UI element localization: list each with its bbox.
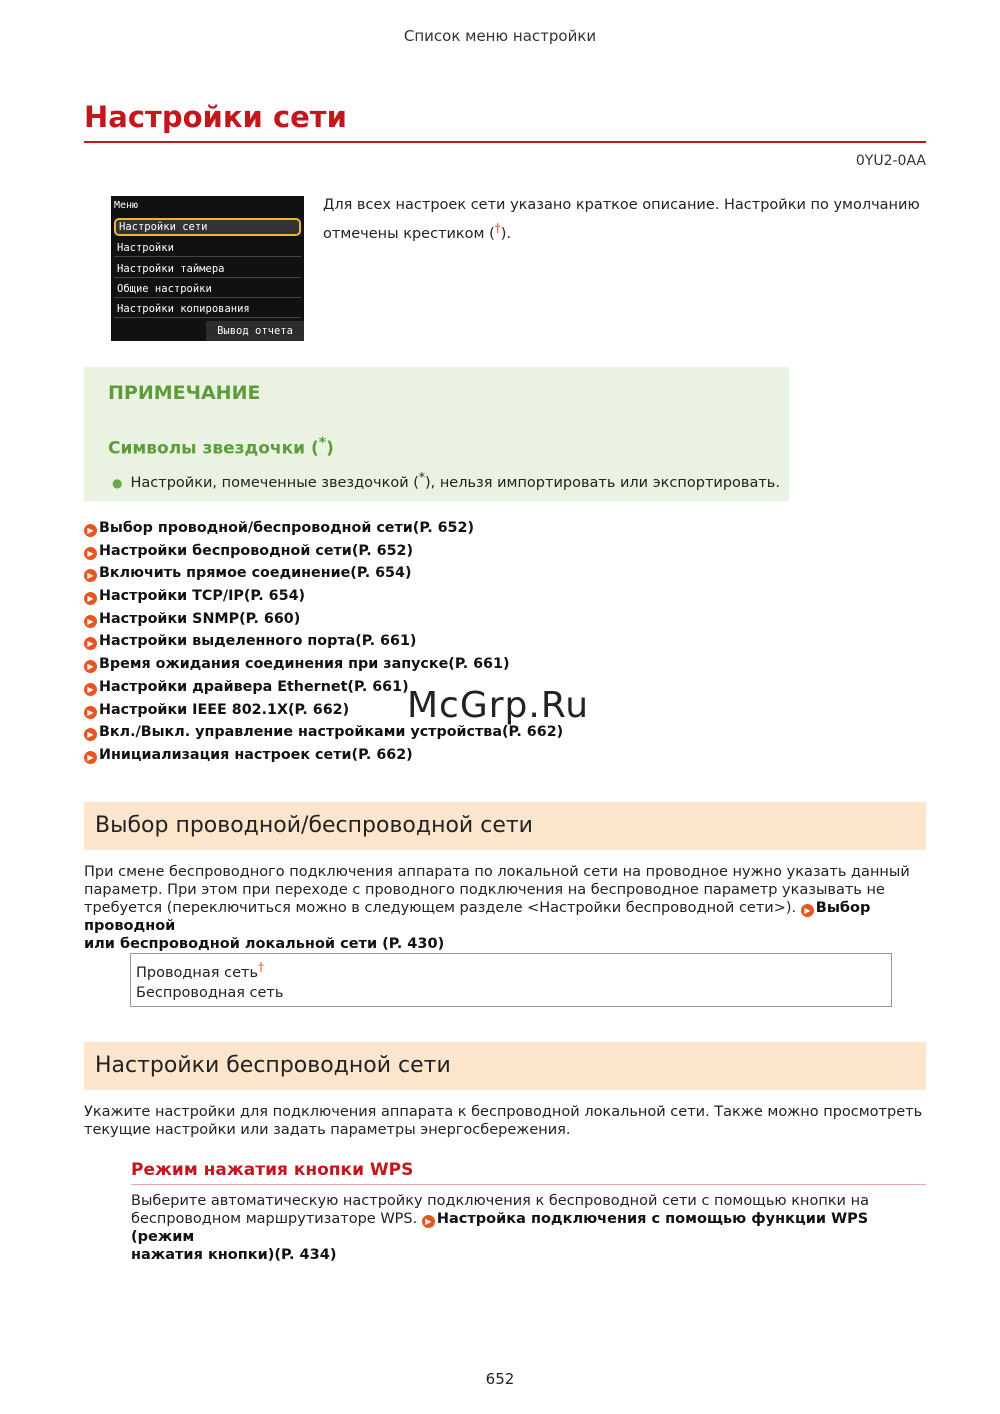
- link-direct-connection[interactable]: ▶ Включить прямое соединение(P. 654): [84, 565, 563, 588]
- link-ieee-8021x[interactable]: ▶ Настройки IEEE 802.1X(P. 662): [84, 702, 563, 725]
- arrow-right-icon: ▶: [84, 637, 97, 650]
- options-table: [130, 953, 892, 1007]
- lcd-menu-item-timer-settings: Настройки таймера: [114, 260, 301, 278]
- link-tcpip-settings[interactable]: ▶ Настройки TCP/IP(P. 654): [84, 588, 563, 611]
- arrow-right-icon: ▶: [801, 904, 814, 917]
- note-label: ПРИМЕЧАНИЕ: [108, 382, 261, 404]
- wps-paragraph: Выберите автоматическую настройку подключения к беспроводной сети с помощью кнопки на беспроводном маршрутизаторе WPS. ▶ Настройка подключения с помощью функции WPS (режим нажатия кнопки)(P. 434): [131, 1193, 869, 1263]
- arrow-right-icon: ▶: [422, 1215, 435, 1228]
- arrow-right-icon: ▶: [84, 683, 97, 696]
- bullet-icon: ●: [112, 475, 123, 490]
- asterisk-icon: *: [318, 435, 327, 451]
- intro-line-1: Для всех настроек сети указано краткое описание. Настройки по умолчанию: [323, 197, 920, 213]
- arrow-right-icon: ▶: [84, 524, 97, 537]
- intro-text: [323, 194, 926, 246]
- link-network-init[interactable]: ▶ Инициализация настроек сети(P. 662): [84, 747, 563, 770]
- arrow-right-icon: ▶: [84, 706, 97, 719]
- arrow-right-icon: ▶: [84, 592, 97, 605]
- link-device-management[interactable]: ▶ Вкл./Выкл. управление настройками устройства(P. 662): [84, 724, 563, 747]
- running-header: Список меню настройки: [403, 27, 597, 45]
- lcd-print-report-button: Вывод отчета: [206, 321, 304, 341]
- link-wireless-settings[interactable]: ▶ Настройки беспроводной сети(P. 652): [84, 543, 563, 566]
- document-code: 0YU2-0AA: [855, 153, 926, 169]
- page-number: 652: [485, 1370, 515, 1388]
- section-title: Настройки беспроводной сети: [95, 1053, 451, 1078]
- section-title: Выбор проводной/беспроводной сети: [95, 813, 533, 838]
- section1-paragraph: При смене беспроводного подключения аппарата по локальной сети на проводное нужно указать данный параметр. При этом при переходе с проводного подключения на беспроводное параметр указывать не требуется (переключиться можно в следующем разделе <Настройки беспроводной сети>). ▶ Выбор проводной или беспроводной локальной сети (P. 430): [84, 864, 910, 952]
- section-header-wireless-settings: [84, 1042, 926, 1090]
- wps-subtitle: Режим нажатия кнопки WPS: [131, 1160, 414, 1180]
- watermark: McGrp.Ru: [407, 685, 590, 726]
- arrow-right-icon: ▶: [84, 751, 97, 764]
- link-ethernet-driver[interactable]: ▶ Настройки драйвера Ethernet(P. 661): [84, 679, 563, 702]
- lcd-menu-screenshot: [111, 196, 304, 341]
- arrow-right-icon: ▶: [84, 547, 97, 560]
- intro-line-2-suffix: ).: [500, 225, 512, 242]
- arrow-right-icon: ▶: [84, 660, 97, 673]
- arrow-right-icon: ▶: [84, 728, 97, 741]
- link-wps-setup-cont[interactable]: нажатия кнопки)(P. 434): [131, 1247, 337, 1263]
- link-wps-setup[interactable]: Настройка подключения с помощью функции WPS (режим: [131, 1211, 869, 1245]
- note-bullet: ● Настройки, помеченные звездочкой (*), нельзя импортировать или экспортировать.: [112, 470, 780, 491]
- lcd-menu-header: Меню: [114, 200, 139, 211]
- section-links-list: [84, 520, 563, 770]
- link-wired-wireless-lan-cont[interactable]: или беспроводной локальной сети (P. 430): [84, 936, 445, 952]
- option-wireless: Беспроводная сеть: [136, 985, 284, 1001]
- link-snmp-settings[interactable]: ▶ Настройки SNMP(P. 660): [84, 611, 563, 634]
- dagger-icon: †: [494, 221, 501, 235]
- title-divider: [84, 141, 926, 143]
- link-dedicated-port[interactable]: ▶ Настройки выделенного порта(P. 661): [84, 633, 563, 656]
- arrow-right-icon: ▶: [84, 615, 97, 628]
- lcd-menu-item-copy-settings: Настройки копирования: [114, 300, 301, 318]
- link-wired-wireless-lan[interactable]: Выбор проводной: [84, 900, 871, 934]
- asterisk-icon: *: [418, 470, 425, 484]
- note-box: [84, 367, 789, 501]
- link-startup-wait-time[interactable]: ▶ Время ожидания соединения при запуске(P. 661): [84, 656, 563, 679]
- arrow-right-icon: ▶: [84, 569, 97, 582]
- section-header-wired-wireless: [84, 802, 926, 850]
- lcd-menu-item-common-settings: Общие настройки: [114, 280, 301, 298]
- intro-line-2-prefix: отмечены крестиком (: [323, 225, 495, 242]
- link-wired-wireless[interactable]: ▶ Выбор проводной/беспроводной сети(P. 652): [84, 520, 563, 543]
- option-wired: Проводная сеть†: [136, 960, 265, 981]
- dagger-icon: †: [258, 960, 265, 974]
- subtitle-divider: [131, 1184, 926, 1185]
- lcd-menu-item-network-settings: Настройки сети: [114, 218, 301, 236]
- section2-paragraph: Укажите настройки для подключения аппарата к беспроводной локальной сети. Также можно просмотреть текущие настройки или задать параметры энергосбережения.: [84, 1104, 923, 1138]
- page-title: Настройки сети: [84, 100, 347, 134]
- lcd-menu-item-settings: Настройки: [114, 239, 301, 257]
- note-subtitle: Символы звездочки (*): [108, 435, 334, 459]
